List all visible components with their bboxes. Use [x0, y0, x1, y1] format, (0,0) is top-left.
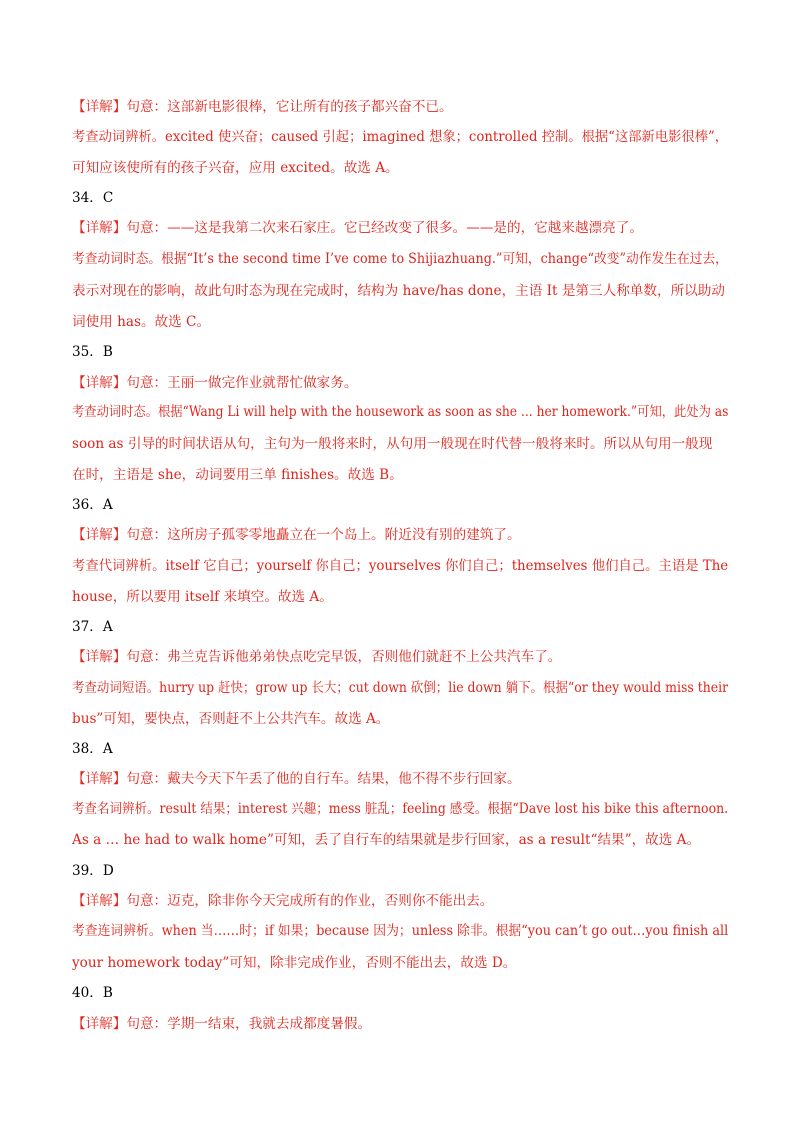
answer-number: 36．A — [72, 497, 113, 513]
explanation-line: 在时，主语是 she，动词要用三单 finishes。故选 B。 — [72, 467, 403, 483]
explanation-line: 考查连词辨析。when 当……时；if 如果；because 因为；unless 除非。根据“you can’t go out…you finish all — [72, 923, 729, 939]
explanation-line: 考查动词时态。根据“It’s the second time I’ve come to Shijiazhuang.”可知，change“改变”动作发生在过去， — [72, 251, 728, 267]
explanation-line: 【详解】句意：这部新电影很棒，它让所有的孩子都兴奋不已。 — [72, 99, 453, 115]
answer-number: 40．B — [72, 985, 113, 1001]
explanation-line: 【详解】句意：这所房子孤零零地矗立在一个岛上。附近没有别的建筑了。 — [72, 527, 521, 543]
explanation-line: 考查动词短语。hurry up 赶快；grow up 长大；cut down 砍倒；lie down 躺下。根据“or they would miss their — [72, 680, 729, 696]
explanation-line: 【详解】句意：戴夫今天下午丢了他的自行车。结果，他不得不步行回家。 — [72, 771, 521, 787]
explanation-line: 【详解】句意：——这是我第二次来石家庄。它已经改变了很多。——是的，它越来越漂亮了。 — [72, 220, 643, 236]
answer-number: 39．D — [72, 863, 114, 879]
explanation-line: 考查名词辨析。result 结果；interest 兴趣；mess 脏乱；feeling 感受。根据“Dave lost his bike this afternoon. — [72, 801, 729, 817]
explanation-line: 【详解】句意：迈克，除非你今天完成所有的作业，否则你不能出去。 — [72, 893, 494, 909]
answer-number: 34．C — [72, 190, 114, 206]
explanation-line: bus”可知，要快点，否则赶不上公共汽车。故选 A。 — [72, 711, 390, 727]
explanation-line: As a … he had to walk home”可知，丢了自行车的结果就是步行回家，as a result“结果”，故选 A。 — [72, 832, 701, 848]
explanation-line: 考查动词辨析。excited 使兴奋；caused 引起；imagined 想象；controlled 控制。根据“这部新电影很棒”， — [72, 129, 729, 145]
explanation-line: soon as 引导的时间状语从句，主句为一般将来时，从句用一般现在时代替一般将来时。所以从句用一般现 — [72, 436, 713, 452]
answer-number: 35．B — [72, 344, 113, 360]
explanation-line: 词使用 has。故选 C。 — [72, 314, 211, 330]
answer-number: 38．A — [72, 741, 113, 757]
explanation-line: 【详解】句意：王丽一做完作业就帮忙做家务。 — [72, 375, 358, 391]
explanation-line: 表示对现在的影响，故此句时态为现在完成时，结构为 have/has done，主语 It 是第三人称单数，所以助动 — [72, 283, 725, 299]
explanation-line: 可知应该使所有的孩子兴奋，应用 excited。故选 A。 — [72, 160, 399, 176]
answer-number: 37．A — [72, 619, 113, 635]
explanation-line: 【详解】句意：弗兰克告诉他弟弟快点吃完早饭，否则他们就赶不上公共汽车了。 — [72, 649, 562, 665]
explanation-line: your homework today”可知，除非完成作业，否则不能出去，故选 D。 — [72, 955, 517, 971]
explanation-line: house，所以要用 itself 来填空。故选 A。 — [72, 589, 333, 605]
explanation-line: 考查代词辨析。itself 它自己；yourself 你自己；yourselves 你们自己；themselves 他们自己。主语是 The — [72, 558, 729, 574]
explanation-line: 考查动词时态。根据“Wang Li will help with the housework as soon as she ... her homework.”可知，此处为 as — [72, 404, 729, 420]
explanation-line: 【详解】句意：学期一结束，我就去成都度暑假。 — [72, 1016, 372, 1032]
